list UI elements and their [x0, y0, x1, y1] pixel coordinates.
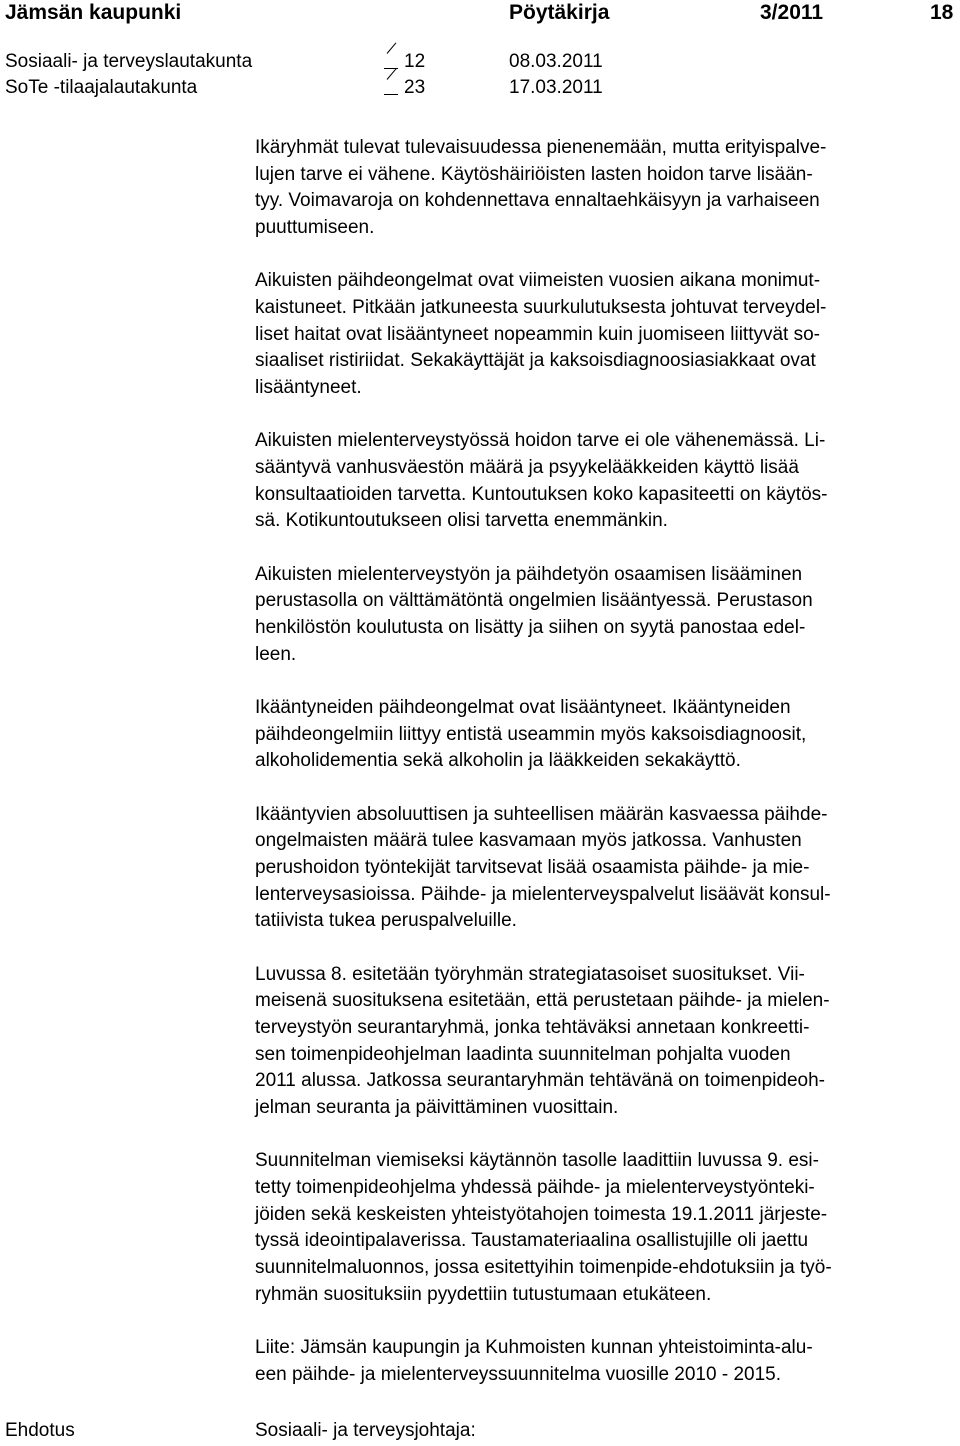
body-paragraph: Ikäryhmät tulevat tulevaisuudessa pienenemään, mutta erityispalve- lujen tarve ei vähene. Käytöshäiriöisten lasten hoidon tarve lisään- tyy. Voimavaroja on kohdennettava ennaltaehkäisyyn ja varhaiseen puuttumiseen.	[255, 137, 827, 239]
document-body	[255, 135, 955, 1415]
page-header	[0, 0, 960, 30]
section-number: 12	[404, 51, 426, 72]
section-mark-icon	[383, 78, 399, 96]
board-name: SoTe -tilaajalautakunta	[5, 77, 198, 98]
body-paragraph: Luvussa 8. esitetään työryhmän strategiatasoiset suositukset. Vii- meisenä suosituksena esitetään, että perustetaan päihde- ja mielen- terveystyön seurantaryhmä, jonka tehtäväksi annetaan konkreetti- sen toimenpideohjelman laadinta suunnitelman pohjalta vuoden 2011 alussa. Jatkossa seurantaryhmän tehtävänä on toimenpideoh- jelman seuranta ja päivittäminen vuosittain.	[255, 963, 830, 1119]
section-mark-icon	[383, 52, 399, 70]
board-name: Sosiaali- ja terveyslautakunta	[5, 51, 253, 72]
body-paragraph: Aikuisten päihdeongelmat ovat viimeisten vuosien aikana monimut- kaistuneet. Pitkään jatkuneesta suurkulutuksesta johtuvat terveydel- liset haitat ovat lisääntyneet nopeammin kuin juomiseen liittyvät so- siaaliset ristiriidat. Sekakäyttäjät ja kaksoisdiagnoosiasiakkaat ovat lisääntyneet.	[255, 270, 827, 399]
meeting-date: 08.03.2011	[509, 51, 603, 72]
document-number: 3/2011	[760, 1, 824, 24]
meeting-date: 17.03.2011	[509, 77, 603, 98]
body-paragraph: Aikuisten mielenterveystyössä hoidon tarve ei ole vähenemässä. Li- sääntyvä vanhusväestön määrä ja psyykelääkkeiden käyttö lisää konsultaatioiden tarvetta. Kuntoutuksen koko kapasiteetti on käytös- sä. Kotikuntoutukseen olisi tarvetta enemmänkin.	[255, 430, 828, 532]
body-paragraph: Aikuisten mielenterveystyön ja päihdetyön osaamisen lisääminen perustasolla on välttämätöntä ongelmien lisääntyessä. Perustason henkilöstön koulutusta on lisätty ja siihen on syytä panostaa edel- leen.	[255, 563, 813, 665]
municipality-name: Jämsän kaupunki	[5, 1, 182, 24]
document-type: Pöytäkirja	[509, 1, 610, 24]
body-paragraph: Suunnitelman viemiseksi käytännön tasolle laadittiin luvussa 9. esi- tetty toimenpideohjelma yhdessä päihde- ja mielenterveystyönteki- jöiden sekä keskeisten yhteistyötahojen toimesta 19.1.2011 järjeste- tyssä ideointipalaverissa. Taustamateriaalina osallistujille oli jaettu suunnitelmaluonnos, jossa esitettyihin toimenpide-ehdotuksiin ja työ- ryhmän suosituksiin pyydettiin tutustumaan etukäteen.	[255, 1150, 832, 1305]
attachment-note: Liite: Jämsän kaupungin ja Kuhmoisten kunnan yhteistoiminta-alu- een päihde- ja mielenterveyssuunnitelma vuosille 2010 - 2015.	[255, 1337, 813, 1385]
proposal-label: Ehdotus	[5, 1420, 75, 1441]
board-row	[0, 76, 960, 102]
body-paragraph: Ikääntyneiden päihdeongelmat ovat lisääntyneet. Ikääntyneiden päihdeongelmiin liittyy entistä useammin myös kaksoisdiagnoosit, alkoholidementia sekä alkoholin ja lääkkeiden sekakäyttö.	[255, 696, 807, 772]
body-paragraph: Ikääntyvien absoluuttisen ja suhteellisen määrän kasvaessa päihde- ongelmaisten määrä tulee kasvamaan myös jatkossa. Vanhusten perushoidon työntekijät tarvitsevat lisää osaamista päihde- ja mie- lenterveysasioissa. Päihde- ja mielenterveyspalvelut lisäävät konsul- tatiivista tukea peruspalveluille.	[255, 803, 831, 932]
page-number: 18	[930, 1, 954, 24]
board-row	[0, 50, 960, 76]
section-number: 23	[404, 77, 426, 98]
proposal-author: Sosiaali- ja terveysjohtaja:	[255, 1420, 476, 1441]
